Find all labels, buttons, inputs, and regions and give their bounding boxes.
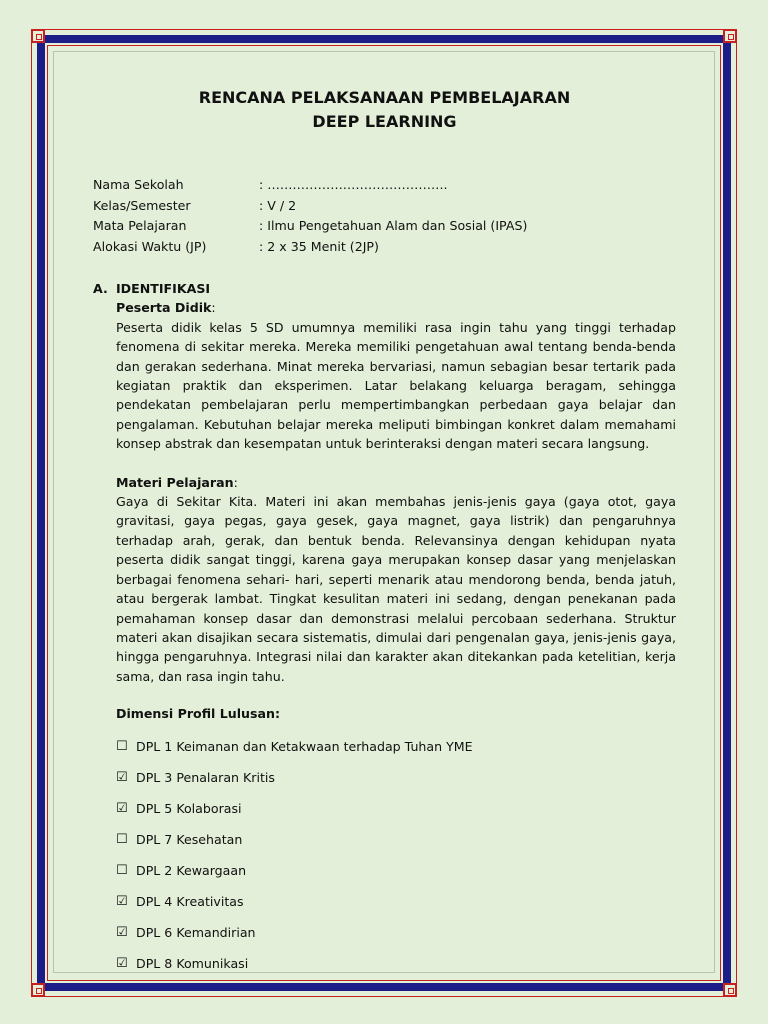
dimensi-checklist xyxy=(116,732,676,980)
checklist-item xyxy=(116,763,676,794)
section-content xyxy=(116,298,676,979)
checklist-label: DPL 7 Kesehatan xyxy=(136,832,243,848)
corner-ornament-icon xyxy=(31,983,45,997)
peserta-didik-label: Peserta Didik xyxy=(116,300,212,316)
checklist-label: DPL 3 Penalaran Kritis xyxy=(136,770,275,786)
info-label: Nama Sekolah xyxy=(93,177,184,192)
materi-label: Materi Pelajaran xyxy=(116,474,234,490)
title-line-2: DEEP LEARNING xyxy=(312,112,457,131)
info-table xyxy=(93,175,676,257)
checklist-item xyxy=(116,732,676,763)
corner-ornament-icon xyxy=(723,29,737,43)
checkbox-checked-icon[interactable]: ☑ xyxy=(116,801,128,817)
info-value: : 2 x 35 Menit (2JP) xyxy=(259,238,379,254)
info-value: : Ilmu Pengetahuan Alam dan Sosial (IPAS) xyxy=(259,218,528,233)
info-row-mata-pelajaran xyxy=(93,216,676,237)
document-body xyxy=(93,86,676,980)
corner-ornament-icon xyxy=(31,29,45,43)
info-label: Alokasi Waktu (JP) xyxy=(93,238,207,254)
checklist-label: DPL 4 Kreativitas xyxy=(136,894,244,910)
checklist-item xyxy=(116,918,676,949)
checklist-label: DPL 6 Kemandirian xyxy=(136,925,256,941)
checkbox-unchecked-icon[interactable]: ☐ xyxy=(116,832,128,848)
peserta-didik-colon: : xyxy=(211,300,216,316)
info-label: Kelas/Semester xyxy=(93,197,191,213)
checkbox-checked-icon[interactable]: ☑ xyxy=(116,956,128,972)
info-label: Mata Pelajaran xyxy=(93,218,187,233)
peserta-didik-heading xyxy=(116,298,676,317)
checklist-label: DPL 2 Kewargaan xyxy=(136,863,247,879)
spacer xyxy=(116,454,676,473)
peserta-didik-paragraph: Peserta didik kelas 5 SD umumnya memiliki rasa ingin tahu yang tinggi terhadap fenomena di sekitar mereka. Mereka memiliki pengetahuan awal tentang benda-benda dan gerakan sederhana. Minat mereka bervariasi, namun sebagian besar tertarik pada kegiatan praktik dan eksperimen. Latar belakang keluarga beragam, sehingga pendekatan pembelajaran perlu mempertimbangkan perbedaan gaya belajar dan pengalaman. Kebutuhan belajar mereka meliputi bimbingan konkret dalam memahami konsep abstrak dan kesempatan untuk berinteraksi dengan materi secara langsung. xyxy=(116,319,676,452)
checklist-label: DPL 5 Kolaborasi xyxy=(136,801,242,817)
checklist-label: DPL 1 Keimanan dan Ketakwaan terhadap Tuhan YME xyxy=(136,739,473,755)
info-value: : V / 2 xyxy=(259,197,297,213)
checklist-item xyxy=(116,856,676,887)
materi-heading xyxy=(116,473,676,492)
checklist-item xyxy=(116,794,676,825)
checklist-item xyxy=(116,887,676,918)
section-title: IDENTIFIKASI xyxy=(116,281,211,296)
checkbox-unchecked-icon[interactable]: ☐ xyxy=(116,863,128,879)
info-row-alokasi-waktu xyxy=(93,237,676,258)
info-row-nama-sekolah xyxy=(93,175,676,196)
section-heading xyxy=(93,279,676,298)
info-value: : ……………………………………. xyxy=(259,177,448,192)
checklist-item xyxy=(116,825,676,856)
checkbox-checked-icon[interactable]: ☑ xyxy=(116,925,128,941)
checkbox-unchecked-icon[interactable]: ☐ xyxy=(116,739,128,755)
materi-colon: : xyxy=(233,474,238,490)
checklist-label: DPL 8 Komunikasi xyxy=(136,956,249,972)
section-identifikasi xyxy=(93,279,676,980)
checklist-item xyxy=(116,949,676,980)
materi-paragraph: Gaya di Sekitar Kita. Materi ini akan membahas jenis-jenis gaya (gaya otot, gaya gravitasi, gaya pegas, gaya gesek, gaya magnet, gaya listrik) dan pengaruhnya terhadap arah, gerak, dan bentuk benda. Relevansinya dengan kehidupan nyata peserta didik sangat tinggi, karena gaya merupakan konsep dasar yang menjelaskan berbagai fenomena sehari- hari, seperti menarik atau mendorong benda, benda jatuh, atau bergerak lambat. Tingkat kesulitan materi ini sedang, dengan penekanan pada pemahaman konsep dasar dan demonstrasi melalui percobaan sederhana. Struktur materi akan disajikan secara sistematis, dimulai dari pengenalan gaya, jenis-jenis gaya, hingga pengaruhnya. Integrasi nilai dan karakter akan ditekankan pada ketelitian, kerja sama, dan rasa ingin tahu. xyxy=(116,494,676,684)
info-row-kelas-semester xyxy=(93,196,676,217)
section-letter: A. xyxy=(93,281,108,296)
checkbox-checked-icon[interactable]: ☑ xyxy=(116,894,128,910)
corner-ornament-icon xyxy=(723,983,737,997)
checkbox-checked-icon[interactable]: ☑ xyxy=(116,770,128,786)
title-line-1: RENCANA PELAKSANAAN PEMBELAJARAN xyxy=(198,88,571,107)
document-title xyxy=(93,86,676,134)
dimensi-heading: Dimensi Profil Lulusan: xyxy=(116,706,280,722)
